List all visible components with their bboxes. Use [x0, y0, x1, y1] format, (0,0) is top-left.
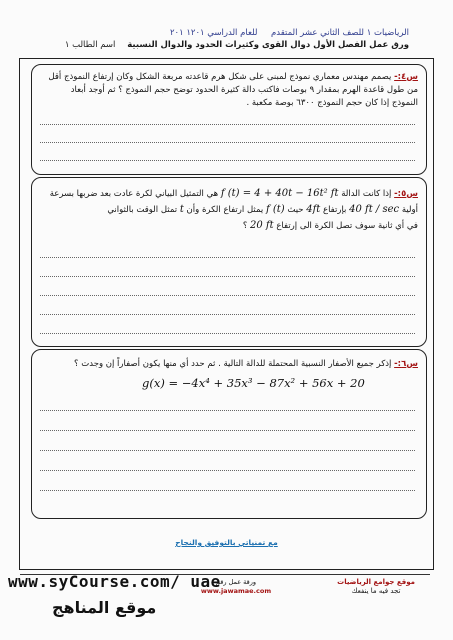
header-year: للعام الدراسي ١٢٠١ ٢٠١: [169, 28, 258, 38]
question-5-formula: f (t) = 4 + 40t − 16t² ft: [220, 188, 339, 199]
answer-line: [40, 314, 415, 315]
question-5-speed: 40 ft / sec: [349, 204, 400, 215]
header-title: ورق عمل الفصل الأول دوال القوى وكثيرات الحدود والدوال النسبية: [127, 40, 409, 50]
question-5-text-a: إذا كانت الدالة: [341, 189, 392, 199]
question-6-formula: g(x) = −4x⁴ + 35x³ − 87x² + 56x + 20: [142, 376, 365, 390]
question-5-box: [31, 177, 427, 347]
watermark-url: www.syCourse.com/ uae: [8, 572, 221, 591]
question-6-box: [31, 349, 427, 519]
question-5-label: س٥:-: [394, 189, 418, 199]
closing-wish: مع تمنياتي بالتوفيق والنجاح: [175, 538, 278, 547]
answer-line: [40, 470, 415, 471]
header-line-2: [65, 40, 409, 50]
question-5-text-c: بإرتفاع: [323, 205, 347, 215]
question-6-text: إذكر جميع الأصفار النسبية المحتملة للدالة التالية . ثم حدد أي منها يكون أصفاراً إن وجدت ؟: [74, 359, 392, 369]
question-5-text-block: [42, 186, 418, 234]
question-5-text-b: هي التمثيل البياني لكرة عادت بعد ضربها بسرعة أولية: [49, 189, 418, 215]
footer-site-name: موقع جوامع الرياضيات: [337, 578, 415, 586]
question-5-t-symbol: t: [179, 204, 184, 215]
question-5-text-f: تمثل الوقت بالثواني: [107, 205, 178, 215]
answer-line: [40, 333, 415, 334]
question-5-height0: 4ft: [306, 204, 321, 215]
answer-line: [40, 276, 415, 277]
question-4-label: س٤:-: [394, 72, 418, 82]
answer-line: [40, 450, 415, 451]
question-6-text-block: [42, 358, 418, 371]
question-6-label: س٦:-: [394, 359, 418, 369]
answer-line: [40, 142, 415, 143]
question-5-height1: 20 ft: [250, 220, 274, 231]
watermark-text: موقع المناهج: [52, 598, 157, 617]
question-5-text-d: حيث: [287, 205, 304, 215]
question-4-box: [31, 64, 427, 175]
question-5-text-e: يمثل ارتفاع الكرة وأن: [186, 205, 264, 215]
answer-line: [40, 124, 415, 125]
answer-line: [40, 490, 415, 491]
question-4-text-block: [42, 71, 418, 110]
footer-site-tagline: تجد فيه ما ينفعك: [351, 587, 401, 595]
question-5-ft-symbol: f (t): [265, 204, 285, 215]
header-line-1: [170, 28, 409, 38]
answer-line: [40, 430, 415, 431]
footer-site-link[interactable]: www.jawamae.com: [200, 587, 272, 595]
footer-site-info: [337, 578, 415, 596]
question-5-text-g: في أي ثانية سوف تصل الكرة الى إرتفاع: [276, 221, 418, 231]
answer-line: [40, 410, 415, 411]
question-4-text: يصمم مهندس معماري نموذج لمبنى على شكل هرم قاعدته مربعة الشكل وكان إرتفاع النموذج أقل من طول قاعدة الهرم بمقدار ٩ بوصات فاكتب دالة كثيرة الحدود توضح حجم النموذج ؟ ثم أوجد أبعاد النموذج إذا كان حجم النموذج ٦٣٠٠ بوصة مكعبة .: [48, 72, 418, 108]
question-5-text-h: ؟: [242, 221, 248, 231]
answer-line: [40, 257, 415, 258]
answer-line: [40, 295, 415, 296]
header-student-name: اسم الطالب ١: [64, 40, 116, 50]
header-subject: الرياضيات ١ للصف الثاني عشر المتقدم: [270, 28, 409, 38]
footer-worksheet-number: ورقة عمل رقم: [215, 578, 257, 586]
answer-line: [40, 160, 415, 161]
